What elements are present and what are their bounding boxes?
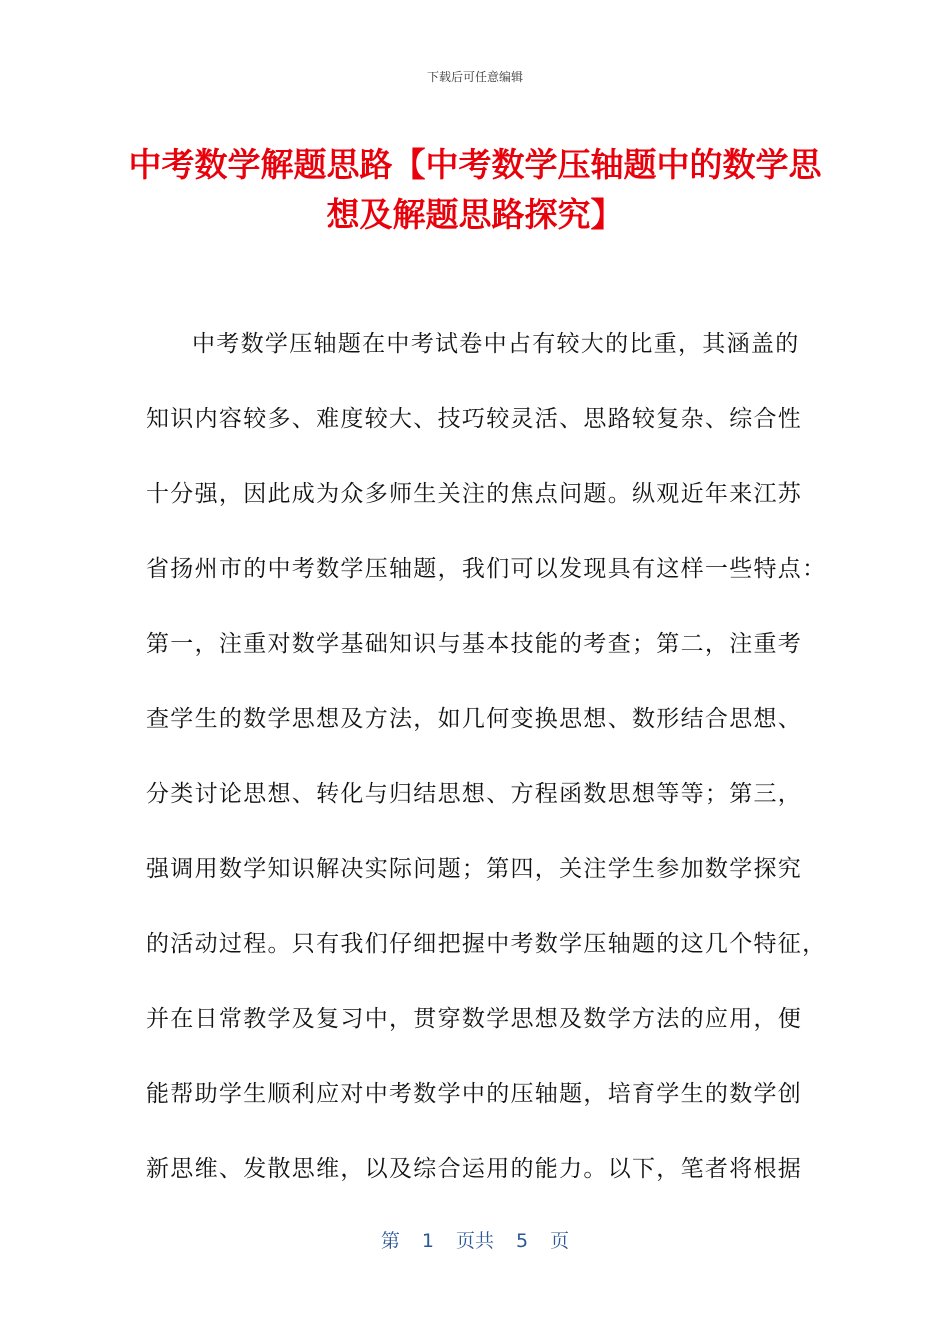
footer-middle: 页共	[455, 1230, 494, 1252]
body-line: 的活动过程。只有我们仔细把握中考数学压轴题的这几个特征，	[146, 931, 827, 957]
body-line: 分类讨论思想、转化与归结思想、方程函数思想等等；第三，	[146, 781, 803, 807]
body-line: 十分强，因此成为众多师生关注的焦点问题。纵观近年来江苏	[146, 481, 803, 507]
document-title: 中考数学解题思路【中考数学压轴题中的数学思想及解题思路探究】	[128, 145, 822, 234]
header-note: 下载后可任意编辑	[426, 70, 523, 84]
footer-current-page: 1	[421, 1230, 434, 1252]
body-line: 强调用数学知识解决实际问题；第四，关注学生参加数学探究	[146, 856, 803, 882]
body-paragraph	[146, 307, 827, 1207]
body-line: 第一，注重对数学基础知识与基本技能的考查；第二，注重考	[146, 631, 803, 657]
footer-prefix: 第	[380, 1230, 400, 1252]
body-line: 省扬州市的中考数学压轴题，我们可以发现具有这样一些特点：	[146, 556, 827, 582]
body-line: 查学生的数学思想及方法，如几何变换思想、数形结合思想、	[146, 706, 803, 732]
body-line: 并在日常教学及复习中，贯穿数学思想及数学方法的应用，便	[146, 1006, 803, 1032]
page-footer	[0, 1226, 950, 1253]
footer-total-pages: 5	[516, 1230, 529, 1252]
body-line: 能帮助学生顺利应对中考数学中的压轴题，培育学生的数学创	[146, 1081, 803, 1107]
body-line: 新思维、发散思维，以及综合运用的能力。以下，笔者将根据	[146, 1156, 803, 1182]
body-line: 知识内容较多、难度较大、技巧较灵活、思路较复杂、综合性	[146, 406, 803, 432]
body-line: 中考数学压轴题在中考试卷中占有较大的比重，其涵盖的	[192, 331, 800, 357]
footer-suffix: 页	[550, 1230, 570, 1252]
